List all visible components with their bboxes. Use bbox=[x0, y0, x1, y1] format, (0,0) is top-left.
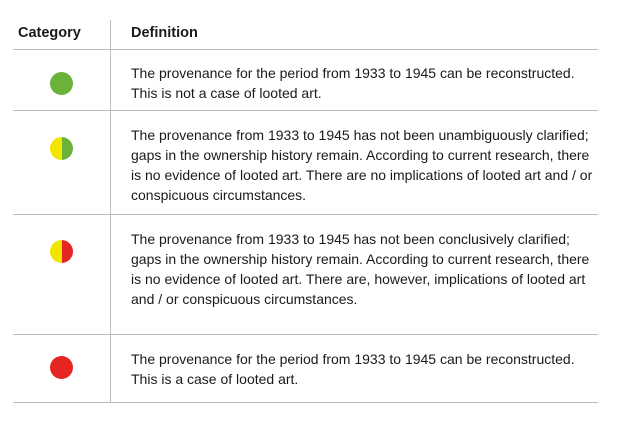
circle-left-half bbox=[50, 356, 62, 379]
table-header-row bbox=[13, 20, 598, 50]
yellow-green-circle-icon bbox=[50, 137, 73, 160]
circle-right-half bbox=[62, 137, 74, 160]
circle-left-half bbox=[50, 72, 62, 95]
definition-text: The provenance from 1933 to 1945 has not been conclusively clarified; gaps in the ownership history remain. According to current research, there is no evidence of looted art. There are, however, implications of looted art and / or conspicuous circumstances. bbox=[131, 231, 590, 307]
table-row bbox=[13, 111, 598, 215]
circle-left-half bbox=[50, 240, 62, 263]
table-row bbox=[13, 50, 598, 111]
definition-column-header: Definition bbox=[131, 25, 198, 41]
table-row bbox=[13, 215, 598, 335]
circle-right-half bbox=[62, 240, 74, 263]
definition-text: The provenance from 1933 to 1945 has not been unambiguously clarified; gaps in the ownership history remain. According to current research, there is no evidence of looted art. There are no implications of looted art and / or conspicuous circumstances. bbox=[131, 127, 593, 203]
green-circle-icon bbox=[50, 72, 73, 95]
provenance-category-table bbox=[13, 20, 598, 403]
circle-right-half bbox=[62, 72, 74, 95]
category-column-header: Category bbox=[18, 25, 81, 41]
yellow-red-circle-icon bbox=[50, 240, 73, 263]
red-circle-icon bbox=[50, 356, 73, 379]
table-row bbox=[13, 335, 598, 403]
circle-left-half bbox=[50, 137, 62, 160]
definition-text: The provenance for the period from 1933 to 1945 can be reconstructed. This is a case of looted art. bbox=[131, 351, 575, 387]
definition-text: The provenance for the period from 1933 to 1945 can be reconstructed. This is not a case of looted art. bbox=[131, 65, 575, 101]
circle-right-half bbox=[62, 356, 74, 379]
